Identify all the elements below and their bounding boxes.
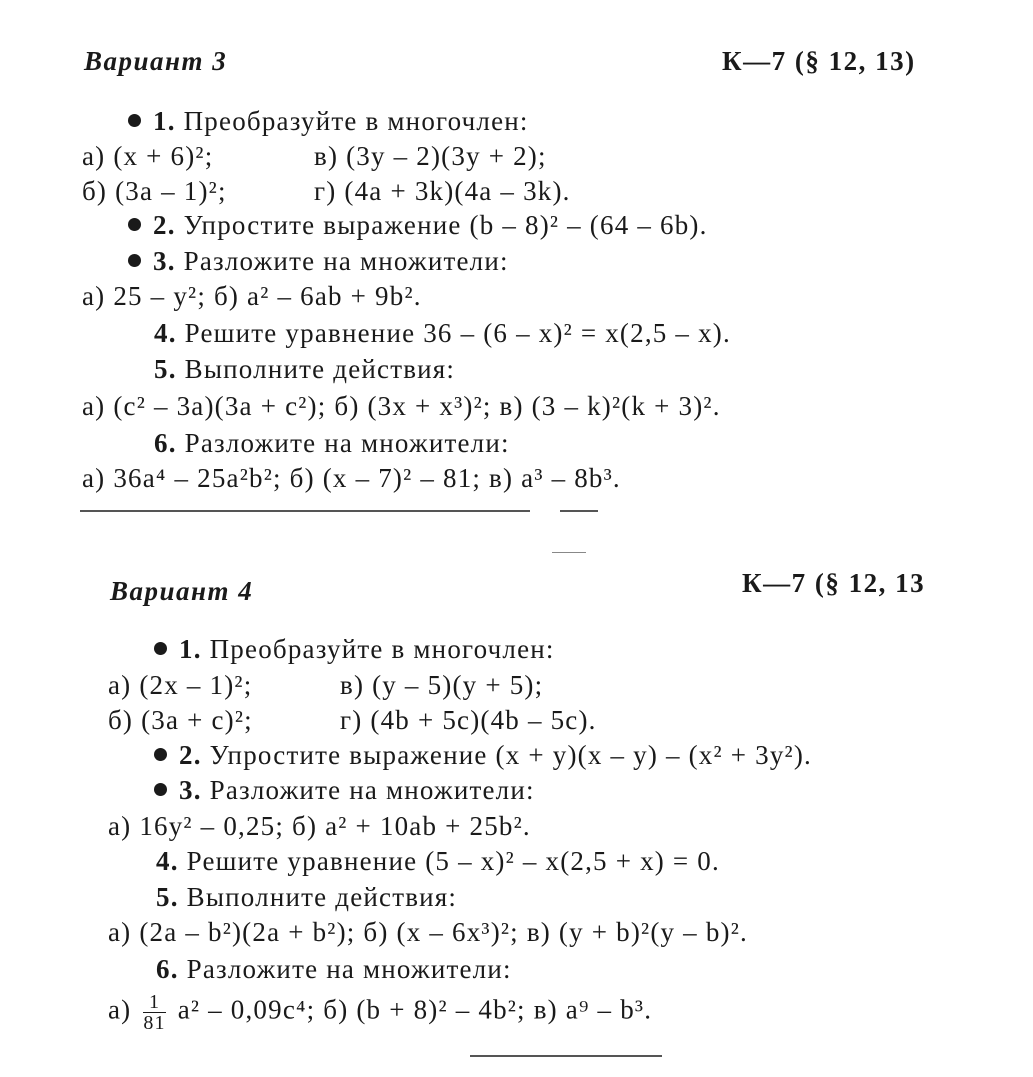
task-4 — [154, 318, 731, 349]
divider-line — [560, 510, 598, 512]
task-number: 5. — [154, 354, 177, 384]
test-code: К—7 (§ 12, 13) — [722, 46, 916, 76]
variant-title: Вариант 3 — [84, 46, 228, 76]
task-6-items: а) 36a⁴ – 25a²b²; б) (x – 7)² – 81; в) a³ – 8b³. — [82, 463, 621, 493]
task-1 — [128, 106, 529, 137]
task-1b: б) (3a – 1)²; — [82, 176, 227, 206]
task-3 — [154, 775, 535, 806]
task-number: 2. — [153, 210, 176, 240]
item-rest: a² – 0,09c⁴; б) (b + 8)² – 4b²; в) a⁹ – b³. — [177, 994, 653, 1025]
task-text: Выполните действия: — [184, 354, 456, 384]
task-text: Разложите на множители: — [209, 775, 535, 805]
task-number: 2. — [179, 740, 202, 770]
task-1b: б) (3a + c)²; — [108, 705, 253, 735]
task-5 — [156, 882, 457, 913]
task-text: Преобразуйте в многочлен: — [183, 106, 529, 136]
task-number: 3. — [179, 775, 202, 805]
task-1g: г) (4b + 5c)(4b – 5c). — [340, 705, 597, 735]
task-1a: а) (x + 6)²; — [82, 141, 214, 171]
scan-mark — [552, 552, 586, 553]
task-1v: в) (3y – 2)(3y + 2); — [314, 141, 547, 171]
task-number: 4. — [154, 318, 177, 348]
bullet-icon — [128, 254, 141, 267]
task-5 — [154, 354, 455, 385]
task-text: Решите уравнение 36 – (6 – x)² = x(2,5 – x). — [184, 318, 731, 348]
task-number: 3. — [153, 246, 176, 276]
task-1 — [154, 634, 555, 665]
task-number: 1. — [153, 106, 176, 136]
bullet-icon — [128, 114, 141, 127]
bullet-icon — [128, 218, 141, 231]
task-number: 6. — [156, 954, 179, 984]
task-text: Решите уравнение (5 – x)² – x(2,5 + x) = 0. — [186, 846, 720, 876]
bullet-icon — [154, 642, 167, 655]
bullet-icon — [154, 783, 167, 796]
divider-line — [470, 1055, 662, 1057]
divider-line — [80, 510, 530, 512]
item-prefix: а) — [108, 994, 132, 1025]
task-6-items — [108, 992, 652, 1033]
bullet-icon — [154, 748, 167, 761]
task-6 — [156, 954, 512, 985]
task-text: Разложите на множители: — [183, 246, 509, 276]
task-text: Упростите выражение (b – 8)² – (64 – 6b). — [183, 210, 708, 240]
task-3-items: а) 25 – y²; б) a² – 6ab + 9b². — [82, 281, 422, 311]
test-code: К—7 (§ 12, 13 — [742, 568, 926, 598]
task-1v: в) (y – 5)(y + 5); — [340, 670, 544, 700]
task-text: Разложите на множители: — [186, 954, 512, 984]
task-text: Разложите на множители: — [184, 428, 510, 458]
fraction-numerator: 1 — [143, 992, 165, 1013]
task-number: 4. — [156, 846, 179, 876]
task-number: 6. — [154, 428, 177, 458]
task-3 — [128, 246, 509, 277]
task-5-items: а) (c² – 3a)(3a + c²); б) (3x + x³)²; в) (3 – k)²(k + 3)². — [82, 391, 721, 421]
fraction-denominator: 81 — [143, 1012, 166, 1034]
task-2 — [154, 740, 812, 771]
task-3-items: а) 16y² – 0,25; б) a² + 10ab + 25b². — [108, 811, 531, 841]
task-1g: г) (4a + 3k)(4a – 3k). — [314, 176, 571, 206]
task-1a: а) (2x – 1)²; — [108, 670, 253, 700]
task-number: 5. — [156, 882, 179, 912]
task-number: 1. — [179, 634, 202, 664]
task-2 — [128, 210, 708, 241]
variant-title: Вариант 4 — [110, 576, 254, 606]
task-text: Преобразуйте в многочлен: — [209, 634, 555, 664]
task-5-items: а) (2a – b²)(2a + b²); б) (x – 6x³)²; в) (y + b)²(y – b)². — [108, 917, 748, 947]
fraction — [143, 992, 165, 1033]
task-4 — [156, 846, 720, 877]
task-text: Упростите выражение (x + y)(x – y) – (x² + 3y²). — [209, 740, 812, 770]
task-6 — [154, 428, 510, 459]
task-text: Выполните действия: — [186, 882, 458, 912]
